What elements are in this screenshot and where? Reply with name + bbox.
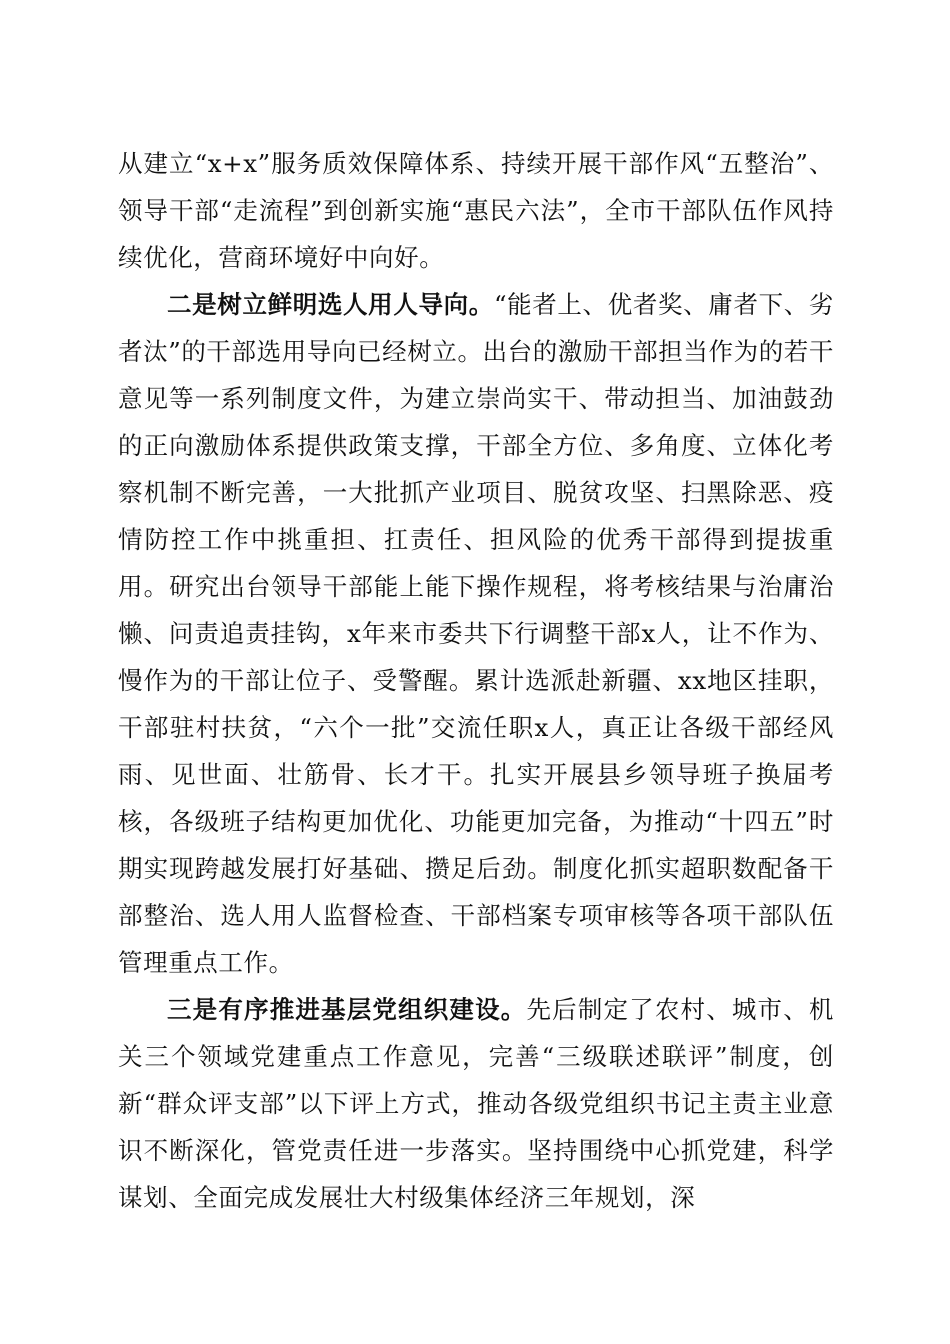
paragraph-continuation [118,140,834,281]
paragraph-heading: 二是树立鲜明选人用人导向。 [167,290,494,319]
paragraph-text: “能者上、优者奖、庸者下、劣者汰”的干部选用导向已经树立。出台的激励干部担当作为的若干意见等一系列制度文件，为建立崇尚实干、带动担当、加油鼓劲的正向激励体系提供政策支撑，干部全方位、多角度、立体化考察机制不断完善，一大批抓产业项目、脱贫攻坚、扫黑除恶、疫情防控工作中挑重担、扛责任、担风险的优秀干部得到提拔重用。研究出台领导干部能上能下操作规程，将考核结果与治庸治懒、问责追责挂钩，x年来市委共下行调整干部x人，让不作为、慢作为的干部让位子、受警醒。累计选派赴新疆、xx地区挂职，干部驻村扶贫，“六个一批”交流任职x人，真正让各级干部经风雨、见世面、壮筋骨、长才干。扎实开展县乡领导班子换届考核，各级班子结构更加优化、功能更加完备，为推动“十四五”时期实现跨越发展打好基础、攒足后劲。制度化抓实超职数配备干部整治、选人用人监督检查、干部档案专项审核等各项干部队伍管理重点工作。 [118,290,834,977]
paragraph-grassroots-party [118,986,834,1221]
document-body [118,140,834,1221]
paragraph-selection-orientation [118,281,834,986]
paragraph-heading: 三是有序推进基层党组织建设。 [167,995,527,1024]
paragraph-text: 先后制定了农村、城市、机关三个领域党建重点工作意见，完善“三级联述联评”制度，创新“群众评支部”以下评上方式，推动各级党组织书记主责主业意识不断深化，管党责任进一步落实。坚持围绕中心抓党建，科学谋划、全面完成发展壮大村级集体经济三年规划，深 [118,995,834,1212]
paragraph-text: 从建立“x+x”服务质效保障体系、持续开展干部作风“五整治”、领导干部“走流程”到创新实施“惠民六法”，全市干部队伍作风持续优化，营商环境好中向好。 [118,149,834,272]
